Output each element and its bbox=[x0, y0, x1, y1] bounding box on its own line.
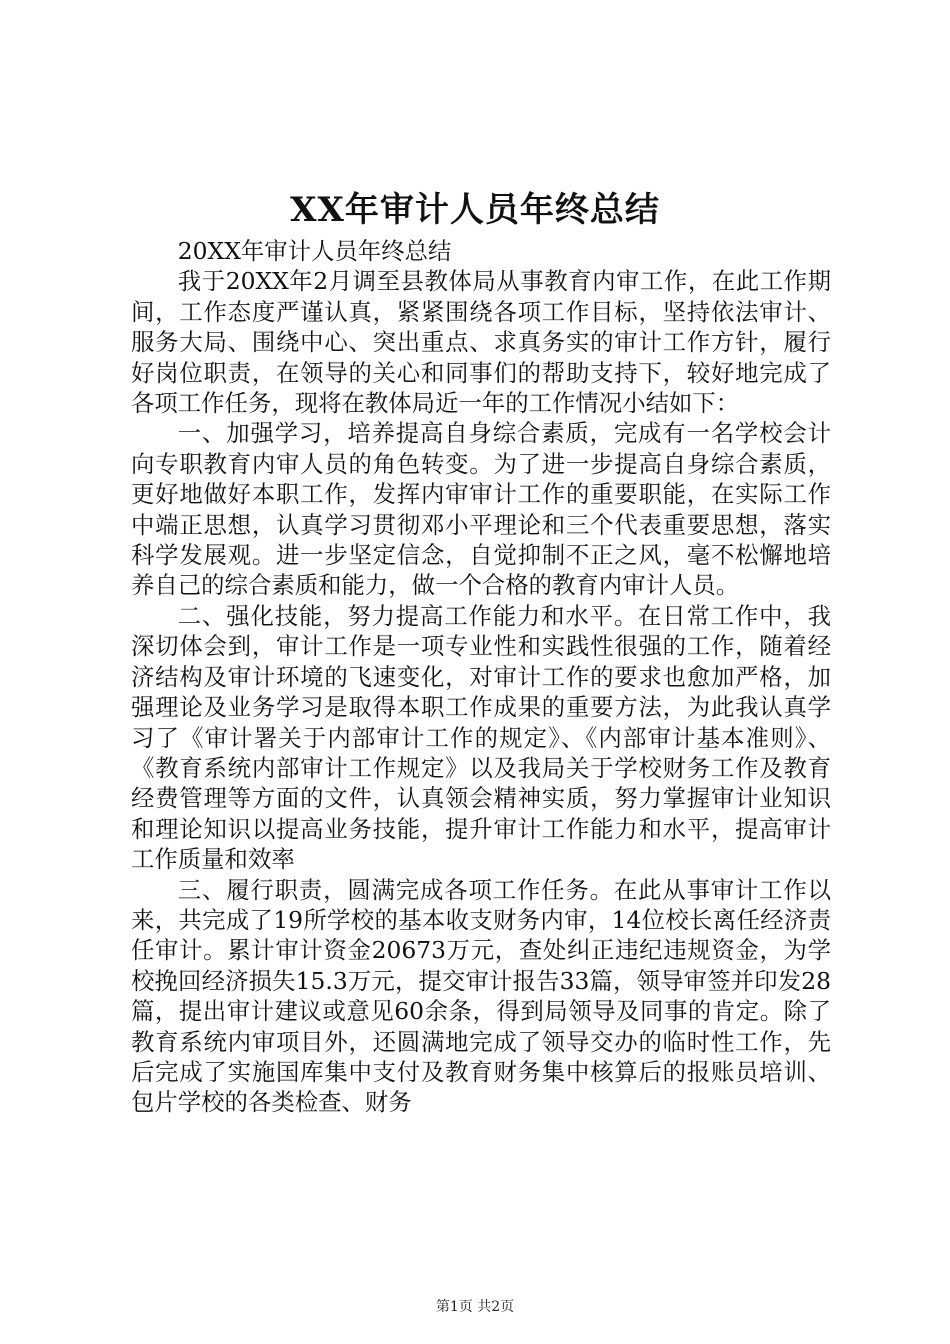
section-three-paragraph: 三、履行职责，圆满完成各项工作任务。在此从事审计工作以来，共完成了19所学校的基本收支财务内审，14位校长离任经济责任审计。累计审计资金20673万元，查处纠正违纪违规资金，为学校挽回经济损失15.3万元，提交审计报告33篇，领导审签并印发28篇，提出审计建议或意见60余条，得到局领导及同事的肯定。除了教育系统内审项目外，还圆满地完成了领导交办的临时性工作，先后完成了实施国库集中支付及教育财务集中核算后的报账员培训、包片学校的各类检查、财务 bbox=[131, 875, 831, 1117]
document-body bbox=[131, 236, 831, 1118]
document-title: XX年审计人员年终总结 bbox=[290, 190, 660, 230]
section-two-paragraph: 二、强化技能，努力提高工作能力和水平。在日常工作中，我深切体会到，审计工作是一项专业性和实践性很强的工作，随着经济结构及审计环境的飞速变化，对审计工作的要求也愈加严格，加强理论及业务学习是取得本职工作成果的重要方法，为此我认真学习了《审计署关于内部审计工作的规定》、《内部审计基本准则》、《教育系统内部审计工作规定》以及我局关于学校财务工作及教育经费管理等方面的文件，认真领会精神实质，努力掌握审计业知识和理论知识以提高业务技能，提升审计工作能力和水平，提高审计工作质量和效率 bbox=[131, 601, 831, 874]
intro-paragraph: 我于20XX年2月调至县教体局从事教育内审工作，在此工作期间，工作态度严谨认真，紧紧围绕各项工作目标，坚持依法审计、服务大局、围绕中心、突出重点、求真务实的审计工作方针，履行好岗位职责，在领导的关心和同事们的帮助支持下，较好地完成了各项工作任务，现将在教体局近一年的工作情况小结如下： bbox=[131, 267, 831, 418]
section-one-paragraph: 一、加强学习，培养提高自身综合素质，完成有一名学校会计向专职教育内审人员的角色转变。为了进一步提高自身综合素质，更好地做好本职工作，发挥内审审计工作的重要职能，在实际工作中端正思想，认真学习贯彻邓小平理论和三个代表重要思想，落实科学发展观。进一步坚定信念，自觉抑制不正之风，毫不松懈地培养自己的综合素质和能力，做一个合格的教育内审计人员。 bbox=[131, 419, 831, 600]
page-number-footer: 第1页 共2页 bbox=[435, 1299, 515, 1315]
subtitle-paragraph: 20XX年审计人员年终总结 bbox=[177, 237, 452, 265]
